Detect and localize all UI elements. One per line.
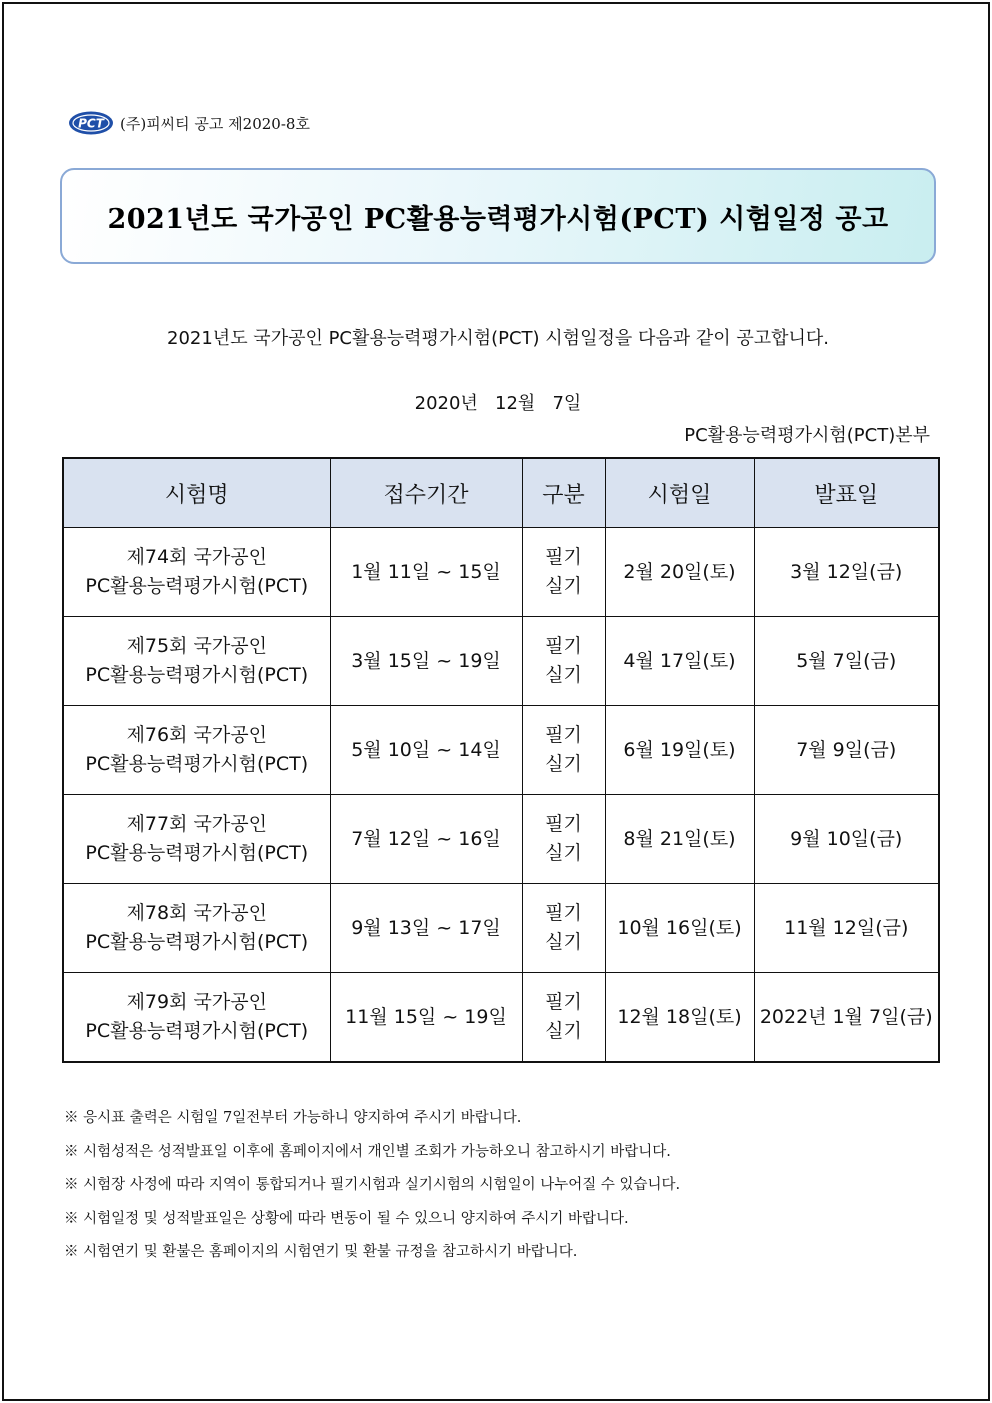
title-box [60,168,936,264]
category-written: 필기 [545,991,582,1013]
category-practical: 실기 [545,1020,582,1042]
category-cell [522,795,605,884]
footnote-score-inquiry: ※ 시험성적은 성적발표일 이후에 홈페이지에서 개인별 조회가 가능하오니 참고하시기 바랍니다. [64,1143,671,1160]
exam-name-cell [63,706,330,795]
table-header-row [63,458,939,528]
table-row [63,795,939,884]
header-category: 구분 [522,458,605,528]
exam-title: PC활용능력평가시험(PCT) [85,575,309,597]
exam-name-cell [63,973,330,1063]
exam-name-cell [63,617,330,706]
schedule-table [62,457,940,1063]
exam-date-cell: 10월 16일(토) [605,884,754,973]
footnote-admission-ticket: ※ 응시표 출력은 시험일 7일전부터 가능하니 양지하여 주시기 바랍니다. [64,1110,522,1126]
table-row [63,973,939,1063]
result-date-cell: 2022년 1월 7일(금) [754,973,939,1063]
category-practical: 실기 [545,575,582,597]
category-cell [522,884,605,973]
category-cell [522,706,605,795]
category-written: 필기 [545,635,582,657]
category-practical: 실기 [545,664,582,686]
registration-period-cell: 5월 10일 ~ 14일 [330,706,522,795]
exam-round: 제74회 국가공인 [126,546,267,568]
exam-title: PC활용능력평가시험(PCT) [85,1020,309,1042]
category-cell [522,528,605,617]
table-row [63,706,939,795]
category-practical: 실기 [545,753,582,775]
organization-name: PC활용능력평가시험(PCT)본부 [684,425,930,446]
exam-date-cell: 6월 19일(토) [605,706,754,795]
exam-round: 제78회 국가공인 [126,902,267,924]
registration-period-cell: 3월 15일 ~ 19일 [330,617,522,706]
exam-name-cell [63,528,330,617]
registration-period-cell: 1월 11일 ~ 15일 [330,528,522,617]
page-title: 2021년도 국가공인 PC활용능력평가시험(PCT) 시험일정 공고 [107,203,889,235]
category-written: 필기 [545,902,582,924]
footnotes [64,1102,944,1270]
exam-name-cell [63,884,330,973]
exam-date-cell: 12월 18일(토) [605,973,754,1063]
header-result-date: 발표일 [754,458,939,528]
exam-date-cell: 4월 17일(토) [605,617,754,706]
exam-date-cell: 2월 20일(토) [605,528,754,617]
category-cell [522,973,605,1063]
exam-round: 제75회 국가공인 [126,635,267,657]
table-row [63,884,939,973]
table-row [63,617,939,706]
notice-header [68,109,310,137]
result-date-cell: 9월 10일(금) [754,795,939,884]
registration-period-cell: 9월 13일 ~ 17일 [330,884,522,973]
logo-text: PCT [78,116,104,131]
result-date-cell: 5월 7일(금) [754,617,939,706]
category-written: 필기 [545,546,582,568]
exam-round: 제77회 국가공인 [126,813,267,835]
exam-title: PC활용능력평가시험(PCT) [85,842,309,864]
header-exam-date: 시험일 [605,458,754,528]
registration-period-cell: 11월 15일 ~ 19일 [330,973,522,1063]
result-date-cell: 3월 12일(금) [754,528,939,617]
result-date-cell: 11월 12일(금) [754,884,939,973]
category-written: 필기 [545,724,582,746]
exam-round: 제79회 국가공인 [126,991,267,1013]
category-practical: 실기 [545,931,582,953]
footnote-schedule-change: ※ 시험일정 및 성적발표일은 상황에 따라 변동이 될 수 있으니 양지하여 주시기 바랍니다. [64,1210,629,1227]
result-date-cell: 7월 9일(금) [754,706,939,795]
footnote-venue-change: ※ 시험장 사정에 따라 지역이 통합되거나 필기시험과 실기시험의 시험일이 나누어질 수 있습니다. [64,1177,681,1193]
table-row [63,528,939,617]
exam-name-cell [63,795,330,884]
registration-period-cell: 7월 12일 ~ 16일 [330,795,522,884]
exam-round: 제76회 국가공인 [126,724,267,746]
header-registration-period: 접수기간 [330,458,522,528]
category-cell [522,617,605,706]
exam-title: PC활용능력평가시험(PCT) [85,753,309,775]
notice-page [2,2,990,1401]
notice-date: 2020년 12월 7일 [414,393,582,414]
exam-date-cell: 8월 21일(토) [605,795,754,884]
header-exam-name: 시험명 [63,458,330,528]
exam-title: PC활용능력평가시험(PCT) [85,664,309,686]
category-written: 필기 [545,813,582,835]
notice-number: (주)피씨티 공고 제2020-8호 [120,114,310,133]
footnote-refund-policy: ※ 시험연기 및 환불은 홈페이지의 시험연기 및 환불 규정을 참고하시기 바랍니다. [64,1244,578,1260]
category-practical: 실기 [545,842,582,864]
exam-title: PC활용능력평가시험(PCT) [85,931,309,953]
pct-logo-icon [68,110,114,136]
intro-text: 2021년도 국가공인 PC활용능력평가시험(PCT) 시험일정을 다음과 같이 공고합니다. [167,328,829,349]
